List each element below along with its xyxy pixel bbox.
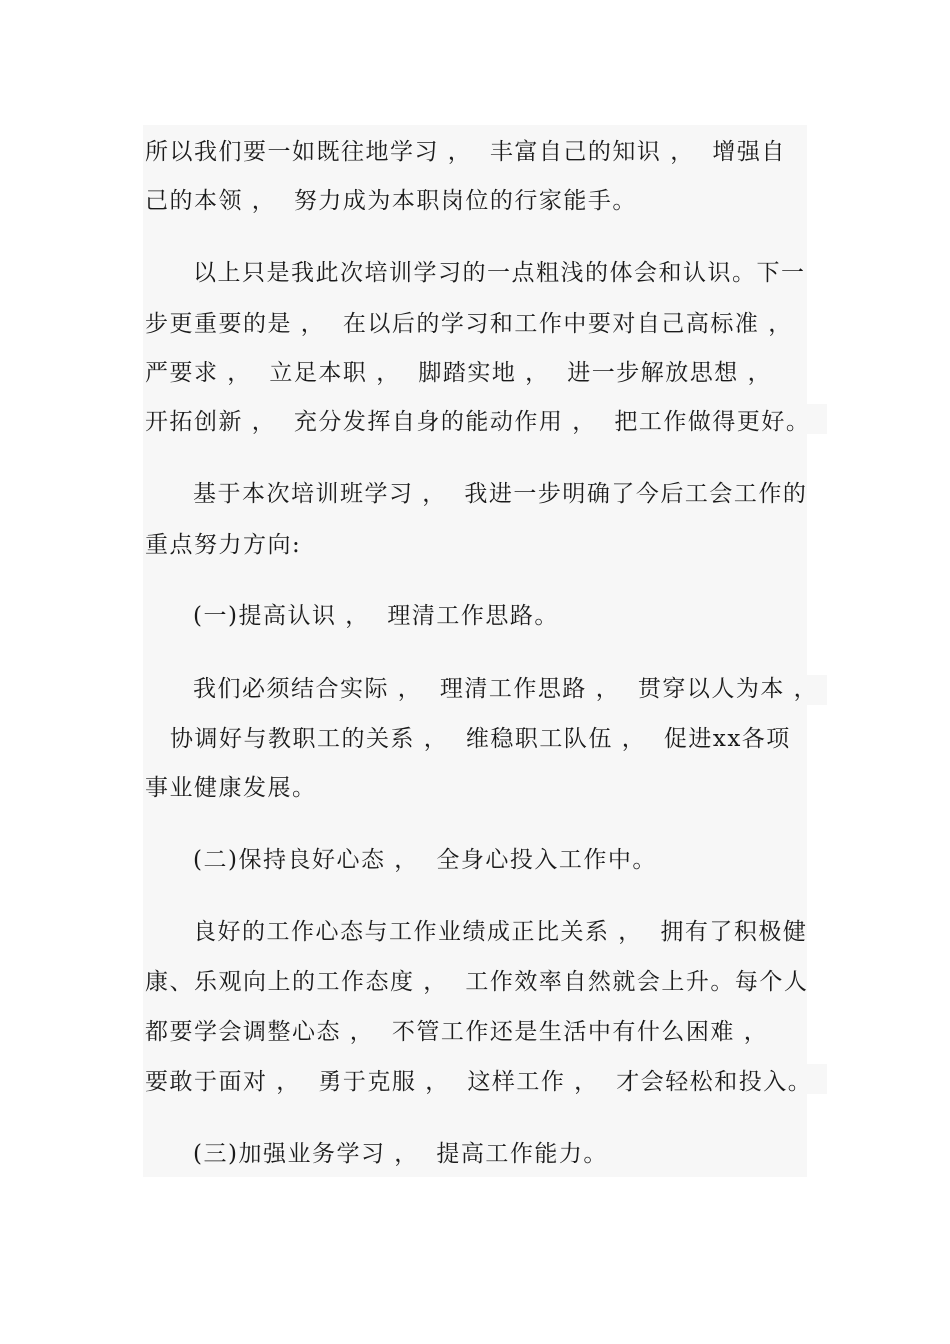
- text-line: 步更重要的是 ， 在以后的学习和工作中要对自己高标准 ，: [145, 311, 793, 337]
- text-line: 己的本领 ， 努力成为本职岗位的行家能手。: [145, 188, 637, 214]
- text-line: 重点努力方向:: [145, 532, 302, 558]
- text-line: 康、乐观向上的工作态度 ， 工作效率自然就会上升。每个人: [145, 969, 809, 995]
- text-line: 协调好与教职工的关系 ， 维稳职工队伍 ， 促进xx各项: [170, 726, 791, 752]
- section-heading: (一)提高认识 ， 理清工作思路。: [193, 603, 559, 629]
- paragraph-first-line: 以上只是我此次培训学习的一点粗浅的体会和认识。下一: [193, 260, 806, 286]
- paragraph-first-line: 基于本次培训班学习 ， 我进一步明确了今后工会工作的: [193, 481, 808, 507]
- text-line: 所以我们要一如既往地学习 ， 丰富自己的知识 ， 增强自: [145, 139, 786, 165]
- text-line: 开拓创新 ， 充分发挥自身的能动作用 ， 把工作做得更好。: [145, 409, 811, 435]
- paragraph-first-line: 良好的工作心态与工作业绩成正比关系 ， 拥有了积极健: [193, 919, 808, 945]
- text-line: 严要求 ， 立足本职 ， 脚踏实地 ， 进一步解放思想 ，: [145, 360, 773, 386]
- section-heading: (二)保持良好心态 ， 全身心投入工作中。: [193, 847, 657, 873]
- paragraph-first-line: 我们必须结合实际 ， 理清工作思路 ， 贯穿以人为本 ，: [193, 676, 819, 702]
- text-line: 事业健康发展。: [145, 775, 317, 801]
- section-heading: (三)加强业务学习 ， 提高工作能力。: [193, 1141, 608, 1167]
- text-line: 要敢于面对 ， 勇于克服 ， 这样工作 ， 才会轻松和投入。: [145, 1069, 813, 1095]
- text-line: 都要学会调整心态 ， 不管工作还是生活中有什么困难 ，: [145, 1019, 769, 1045]
